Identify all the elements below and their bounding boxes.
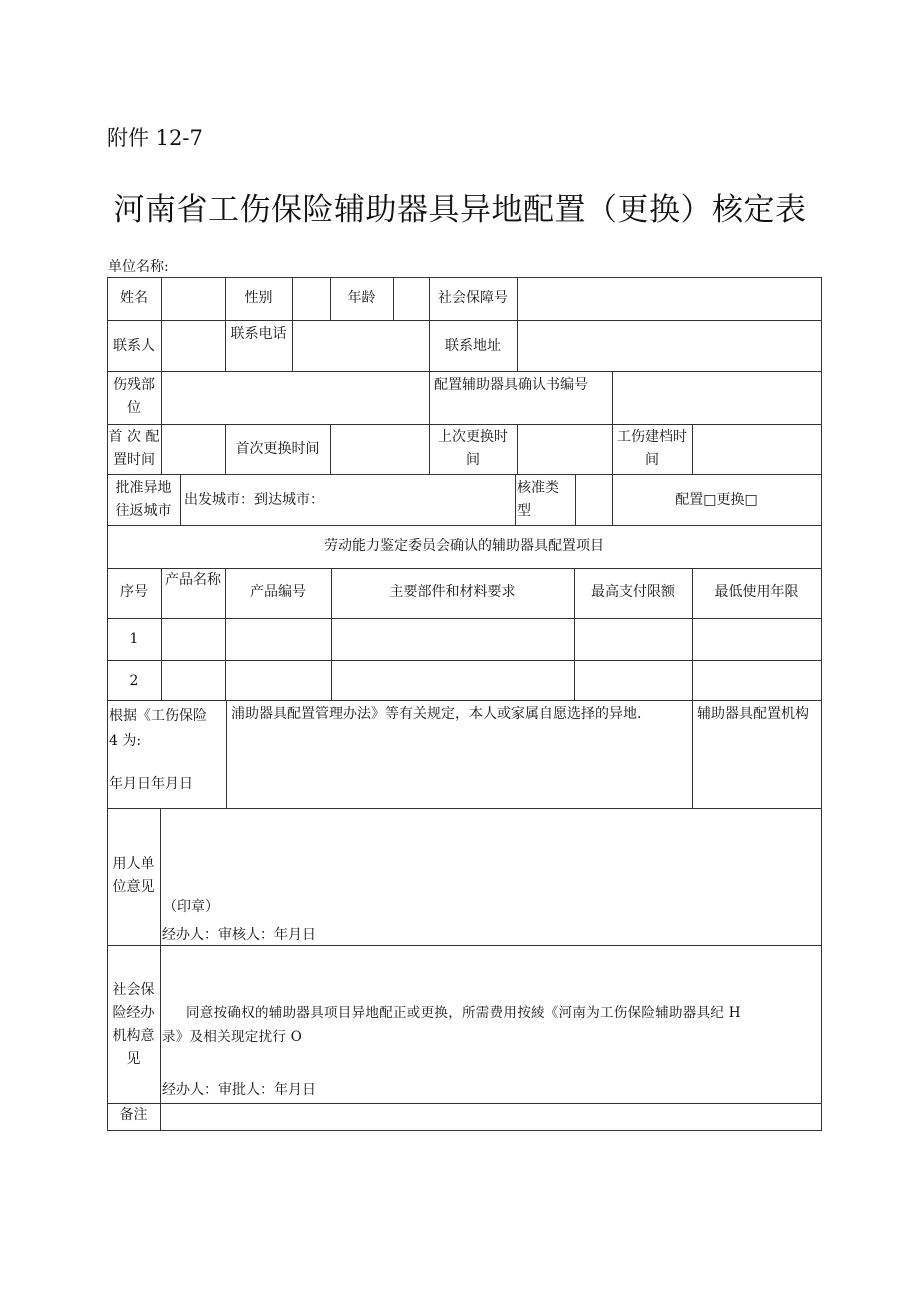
- basis-middle-text: 浦助器具配置管理办法》等有关规定，本人或家属自愿选择的异地.: [231, 706, 642, 722]
- last-replace-line2: 间: [466, 452, 480, 468]
- file-time-label: [612, 426, 692, 472]
- cert-no-label: 配置辅助器具确认书编号: [434, 377, 588, 393]
- injury-part-label: [107, 374, 161, 420]
- gender-field[interactable]: [293, 278, 329, 320]
- address-field[interactable]: [518, 321, 820, 371]
- last-replace-label: [429, 426, 517, 472]
- col-code-header: 产品编号: [250, 584, 306, 600]
- age-field[interactable]: [394, 278, 428, 320]
- injury-part-label-line1: 伤残部: [113, 377, 155, 393]
- last-replace-line1: 上次更换时: [438, 429, 508, 445]
- contact-field[interactable]: [162, 321, 224, 371]
- agency-opinion-label: [107, 979, 160, 1071]
- ssn-field[interactable]: [518, 278, 820, 320]
- items-section-title: 劳动能力鉴定委员会确认的辅助器具配置项目: [324, 538, 604, 554]
- employer-label-line2: 位意见: [112, 879, 155, 895]
- first-config-label: [107, 426, 161, 472]
- employer-opinion-label: [107, 853, 160, 899]
- last-replace-field[interactable]: [518, 425, 611, 474]
- unit-name-label: 单位名称:: [108, 259, 169, 275]
- basis-dates: 年月日年月日: [109, 776, 193, 792]
- agency-label-line4: 见: [126, 1051, 141, 1067]
- approved-cities-line1: 批准异地: [115, 480, 172, 496]
- approved-cities-label: [107, 477, 180, 523]
- ssn-label: 社会保障号: [438, 290, 508, 306]
- agency-opinion-text-line2: 录》及相关现定扰行 O: [162, 1029, 303, 1045]
- basis-left-line1: 根据《工伤保险: [109, 708, 207, 724]
- phone-label: 联系电话: [230, 326, 287, 342]
- attachment-number: 附件 12-7: [107, 126, 203, 150]
- agency-label-line2: 险经办: [112, 1005, 155, 1021]
- approval-type-label: [517, 477, 559, 523]
- cert-no-field[interactable]: [613, 372, 820, 424]
- approval-type-line1: 核准类: [517, 480, 559, 496]
- first-config-line2: 置时间: [113, 452, 155, 468]
- contact-label: 联系人: [113, 338, 155, 354]
- file-time-field[interactable]: [693, 425, 820, 474]
- cities-field[interactable]: 出发城市：到达城市：: [184, 492, 324, 508]
- remarks-label: 备注: [119, 1107, 148, 1123]
- first-config-line1: 首 次 配: [108, 429, 160, 445]
- remarks-field[interactable]: [161, 1104, 820, 1130]
- basis-left-line2: 4 为:: [109, 733, 142, 749]
- first-replace-field[interactable]: [331, 425, 428, 474]
- agency-label-line1: 社会保: [112, 982, 155, 998]
- col-name-header: 产品名称: [165, 572, 221, 588]
- file-time-line2: 间: [645, 452, 659, 468]
- agency-label-line3: 机构意: [112, 1028, 155, 1044]
- approval-type-line2: 型: [517, 503, 531, 519]
- first-replace-label: 首次更换时间: [235, 441, 320, 457]
- col-limit-header: 最高支付限额: [591, 584, 675, 600]
- document-title: 河南省工伤保险辅助器具异地配置（更换）核定表: [113, 192, 807, 228]
- injury-part-field[interactable]: [162, 372, 428, 424]
- first-config-field[interactable]: [162, 425, 224, 474]
- table-row-number: 1: [129, 631, 139, 647]
- agency-signers: 经办人：审批人：年月日: [162, 1082, 316, 1098]
- basis-right-text: 辅助器具配置机构: [697, 706, 809, 722]
- employer-label-line1: 用人单: [112, 856, 155, 872]
- table-row-number: 2: [129, 673, 139, 689]
- approved-cities-line2: 往返城市: [115, 503, 172, 519]
- name-field[interactable]: [162, 278, 224, 320]
- col-no-header: 序号: [120, 584, 148, 600]
- employer-signers: 经办人：审核人：年月日: [162, 927, 316, 943]
- agency-opinion-text-line1: 同意按确权的辅助器具项目异地配正或更换，所需费用按綾《河南为工伤保险辅助器具纪 H: [186, 1005, 741, 1021]
- injury-part-label-line2: 位: [127, 400, 141, 416]
- col-years-header: 最低使用年限: [714, 584, 799, 600]
- approval-type-field[interactable]: [576, 475, 611, 525]
- age-label: 年龄: [347, 290, 376, 306]
- name-label: 姓名: [120, 290, 148, 306]
- basis-left-text: [109, 705, 225, 796]
- file-time-line1: 工伤建档时: [617, 429, 687, 445]
- address-label: 联系地址: [445, 338, 501, 354]
- employer-seal: （印章）: [163, 899, 219, 915]
- config-replace-options[interactable]: 配置□更换□: [675, 492, 758, 508]
- phone-field[interactable]: [293, 321, 428, 371]
- col-material-header: 主要部件和材料要求: [389, 584, 516, 600]
- gender-label: 性别: [244, 290, 273, 306]
